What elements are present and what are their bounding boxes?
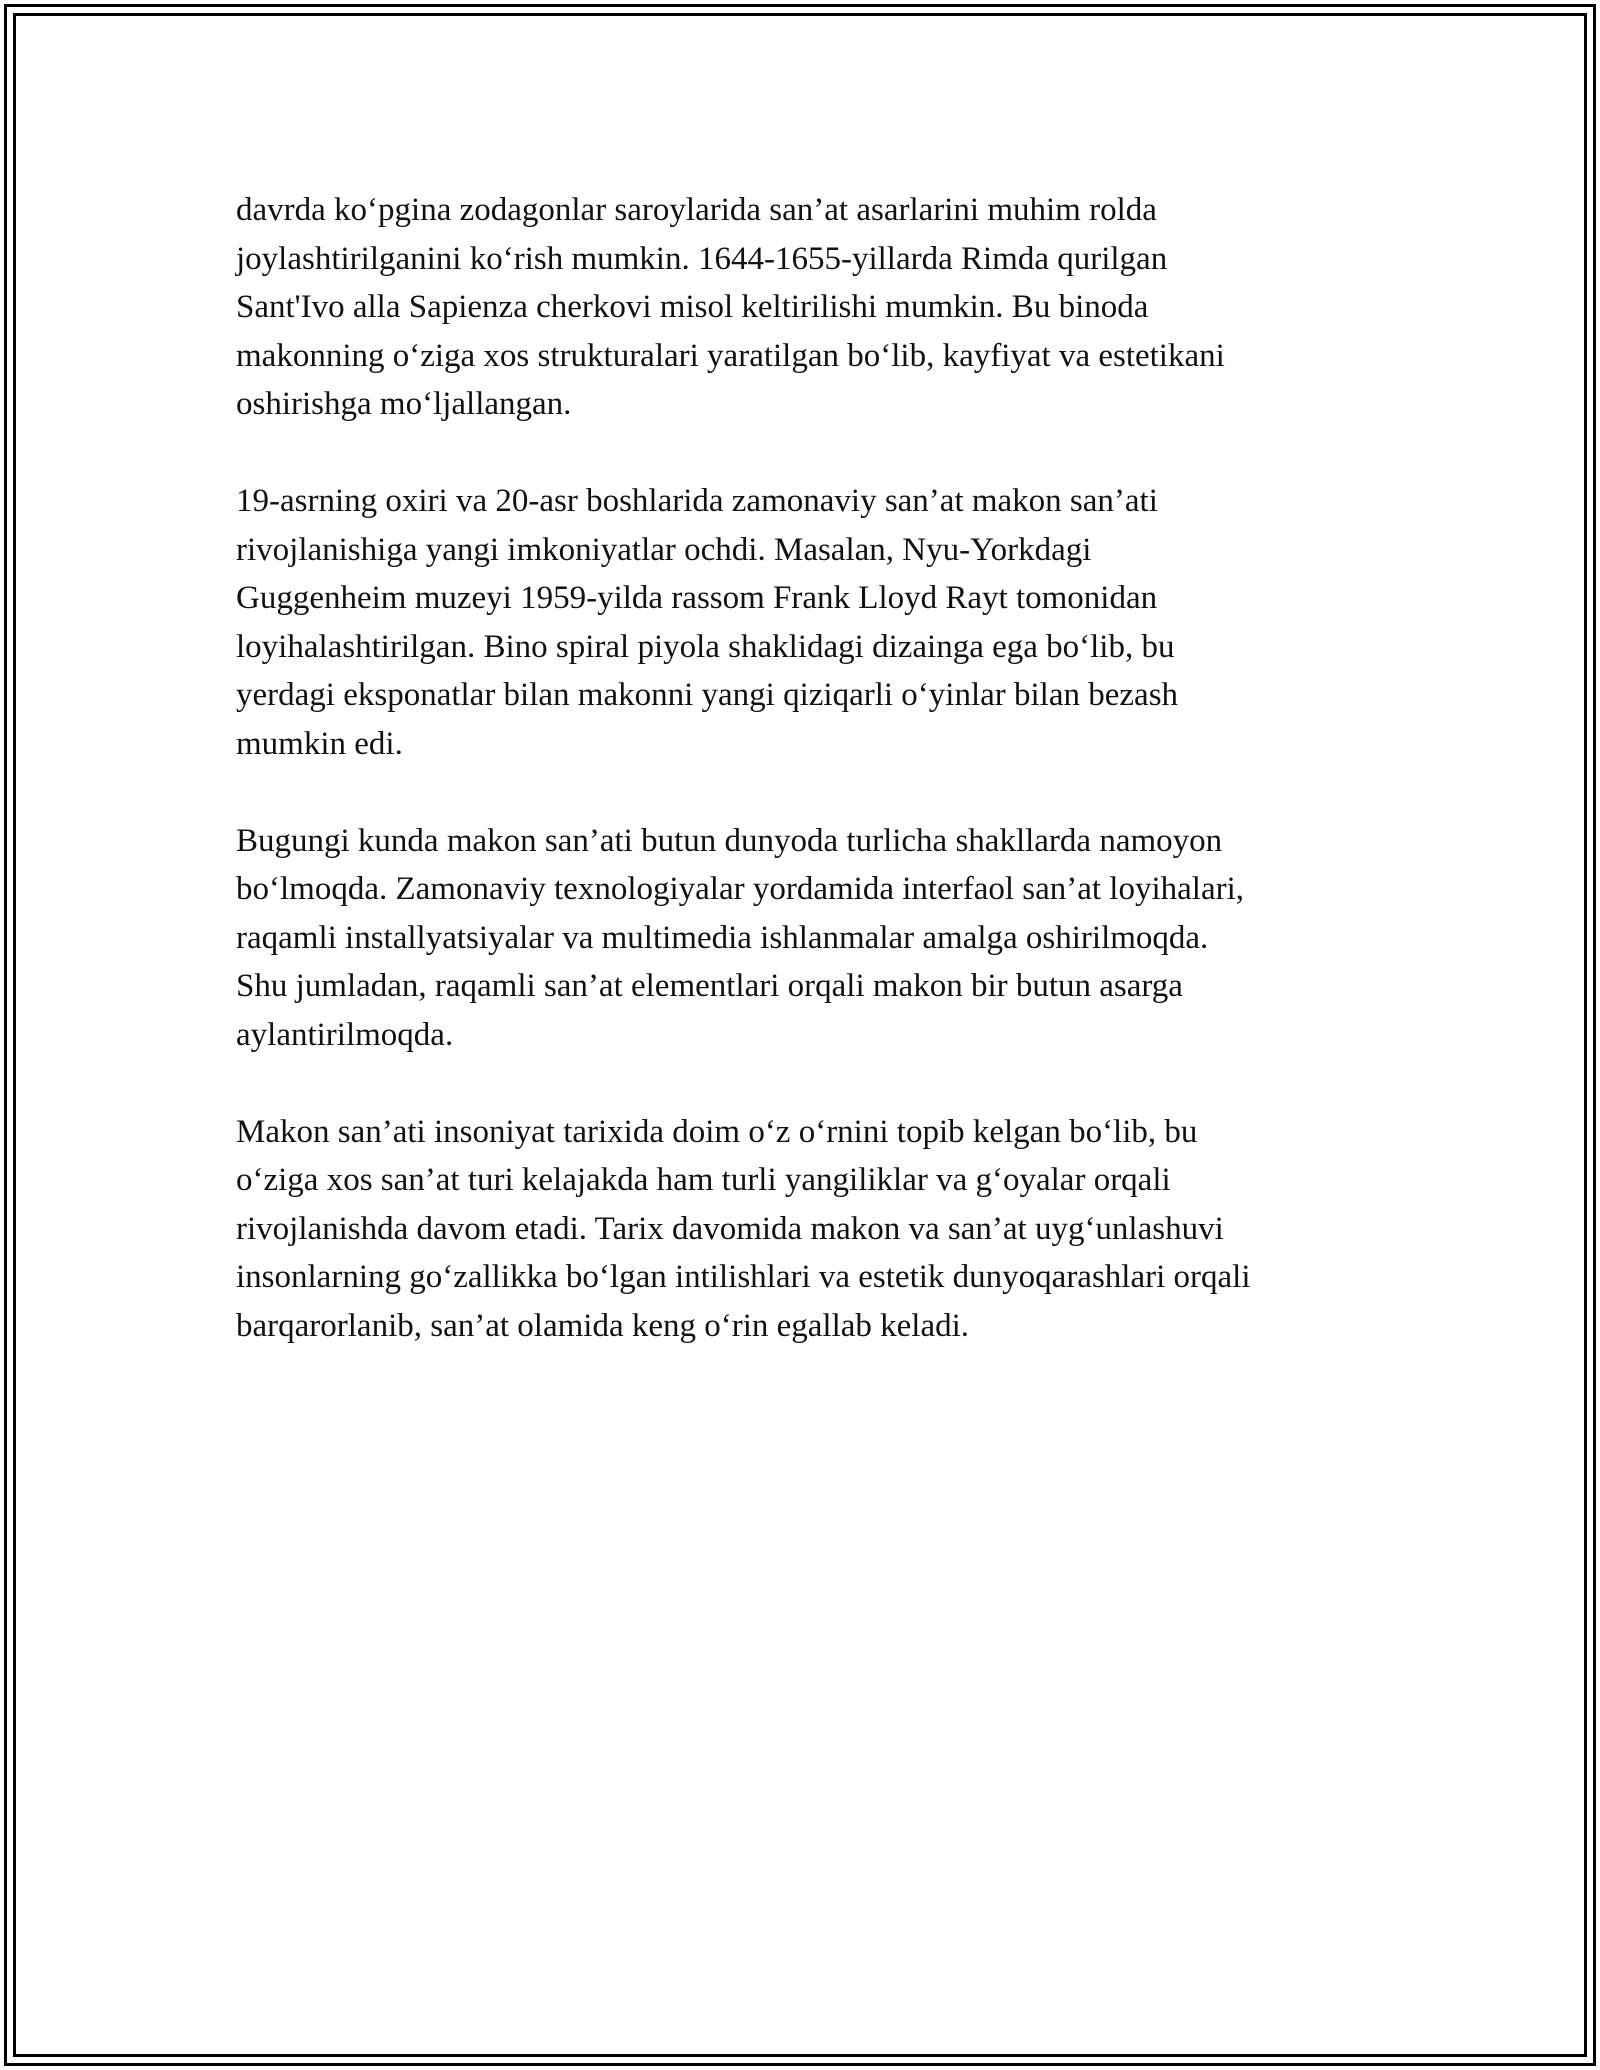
text-line: mumkin edi. — [236, 725, 403, 762]
text-line: o‘ziga xos san’at turi kelajakda ham turli yangiliklar va g‘oyalar orqali — [236, 1162, 1171, 1198]
text-line: rivojlanishiga yangi imkoniyatlar ochdi. Masalan, Nyu-Yorkdagi — [236, 531, 1092, 568]
text-line: barqarorlanib, san’at olamida keng o‘rin egallab keladi. — [236, 1307, 970, 1344]
text-line: makonning o‘ziga xos strukturalari yaratilgan bo‘lib, kayfiyat va estetikani — [236, 337, 1225, 374]
text-line: Guggenheim muzeyi 1959-yilda rassom Frank Lloyd Rayt tomonidan — [236, 580, 1158, 616]
text-line: raqamli installyatsiyalar va multimedia ishlanmalar amalga oshirilmoqda. — [236, 919, 1209, 956]
text-line: bo‘lmoqda. Zamonaviy texnologiyalar yordamida interfaol san’at loyihalari, — [236, 871, 1245, 907]
paragraph-2 — [236, 477, 1376, 768]
text-line: Bugungi kunda makon san’ati butun dunyoda turlicha shakllarda namoyon — [236, 822, 1223, 859]
paragraph-4 — [236, 1108, 1376, 1351]
text-line: 19-asrning oxiri va 20-asr boshlarida zamonaviy san’at makon san’ati — [236, 483, 1158, 519]
document-body — [236, 186, 1376, 1399]
text-line: Makon san’ati insoniyat tarixida doim o‘z o‘rnini topib kelgan bo‘lib, bu — [236, 1113, 1198, 1150]
text-line: oshirishga mo‘ljallangan. — [236, 386, 572, 422]
text-line: insonlarning go‘zallikka bo‘lgan intilishlari va estetik dunyoqarashlari orqali — [236, 1259, 1251, 1295]
text-line: Shu jumladan, raqamli san’at elementlari orqali makon bir butun asarga — [236, 968, 1183, 1004]
text-line: davrda ko‘pgina zodagonlar saroylarida san’at asarlarini muhim rolda — [236, 192, 1157, 228]
text-line: aylantirilmoqda. — [236, 1016, 454, 1053]
text-line: yerdagi eksponatlar bilan makonni yangi qiziqarli o‘yinlar bilan bezash — [236, 677, 1179, 713]
text-line: rivojlanishda davom etadi. Tarix davomida makon va san’at uyg‘unlashuvi — [236, 1210, 1224, 1247]
paragraph-1 — [236, 186, 1376, 429]
text-line: Sant'Ivo alla Sapienza cherkovi misol keltirilishi mumkin. Bu binoda — [236, 289, 1149, 325]
text-line: loyihalashtirilgan. Bino spiral piyola shaklidagi dizainga ega bo‘lib, bu — [236, 628, 1175, 665]
paragraph-3 — [236, 817, 1376, 1060]
text-line: joylashtirilganini ko‘rish mumkin. 1644-1655-yillarda Rimda qurilgan — [236, 240, 1168, 277]
